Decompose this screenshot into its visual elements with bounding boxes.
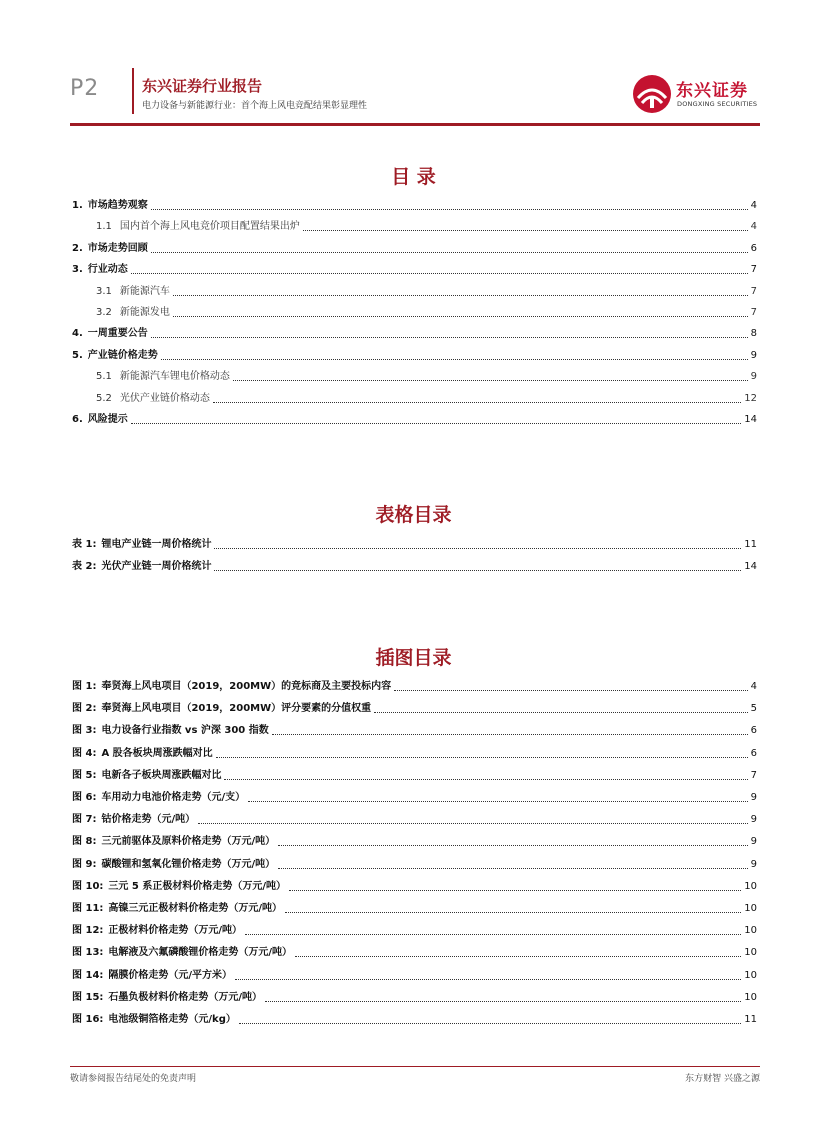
toc-entry[interactable] (96, 392, 757, 406)
toc-entry-page: 14 (744, 414, 757, 425)
toc-entry-text: 三元前驱体及原料价格走势（万元/吨） (101, 836, 276, 848)
dot-leader (173, 294, 748, 296)
header-divider (132, 68, 134, 114)
toc-entry-page: 4 (750, 681, 757, 692)
toc-entry-page: 6 (750, 747, 757, 759)
toc-entry-text: 产业链价格走势 (87, 349, 158, 361)
toc-entry-page: 8 (750, 328, 757, 340)
logo-text-cn: 东兴证券 (676, 81, 748, 101)
toc-entry-text: A 股各板块周涨跌幅对比 (101, 747, 213, 759)
toc-entry[interactable] (72, 242, 757, 256)
toc-entry-page: 12 (744, 392, 757, 404)
toc-entry[interactable] (96, 285, 757, 299)
toc-entry-number: 图 5: (72, 769, 97, 781)
toc-entry[interactable] (72, 680, 757, 694)
toc-entry-text: 三元 5 系正极材料价格走势（万元/吨） (108, 880, 286, 892)
toc-entry-number: 表 1: (72, 539, 97, 550)
toc-entry[interactable] (96, 306, 757, 320)
dot-leader (289, 889, 741, 891)
dot-leader (239, 1022, 741, 1024)
toc-entry-page: 10 (744, 969, 757, 981)
dot-leader (272, 733, 748, 735)
toc-entry-text: 行业动态 (87, 264, 128, 276)
toc-entry[interactable] (72, 724, 757, 738)
toc-entry-number: 表 2: (72, 560, 97, 572)
toc-entry[interactable] (72, 924, 757, 938)
toc-entry-number: 图 3: (72, 725, 97, 737)
toc-entry-text: 电解液及六氟磷酸锂价格走势（万元/吨） (108, 947, 293, 959)
toc-entry-text: 钴价格走势（元/吨） (101, 814, 196, 826)
toc-entry[interactable] (96, 370, 757, 384)
footer-slogan: 东方财智 兴盛之源 (685, 1074, 760, 1084)
toc-entry-number: 图 10: (72, 880, 104, 892)
toc-entry[interactable] (72, 813, 757, 827)
toc-entry-number: 图 16: (72, 1014, 104, 1025)
toc-entry[interactable] (96, 220, 757, 234)
toc-entry-page: 10 (744, 947, 757, 959)
toc-entry-text: 市场趋势观察 (87, 200, 148, 211)
dot-leader (213, 401, 741, 403)
toc-entry-text: 石墨负极材料价格走势（万元/吨） (108, 991, 263, 1003)
toc-entry-page: 9 (750, 792, 757, 803)
dot-leader (303, 229, 748, 231)
footer-rule (70, 1066, 760, 1067)
toc-entry-page: 10 (744, 925, 757, 937)
toc-entry-text: 国内首个海上风电竞价项目配置结果出炉 (119, 221, 300, 233)
toc-entry-text: 新能源发电 (119, 307, 170, 318)
toc-entry-page: 7 (750, 769, 757, 781)
toc-entry-number: 图 6: (72, 792, 97, 803)
toc-entry[interactable] (72, 263, 757, 277)
toc-entry-text: 风险提示 (87, 414, 128, 425)
toc-entry-number: 3.2 (96, 307, 112, 318)
toc-entry-page: 6 (750, 242, 757, 254)
toc-entry-text: 光伏产业链价格动态 (119, 392, 210, 404)
toc-entry-page: 10 (744, 991, 757, 1003)
toc-entry[interactable] (72, 199, 757, 213)
toc-entry-page: 9 (750, 814, 757, 826)
dot-leader (278, 844, 748, 846)
figures-toc-title: 插图目录 (375, 647, 452, 669)
toc-entry-page: 4 (750, 200, 757, 211)
dot-leader (214, 569, 741, 571)
tables-toc-title: 表格目录 (375, 504, 452, 526)
toc-entry[interactable] (72, 835, 757, 849)
toc-entry-text: 隔膜价格走势（元/平方米） (108, 969, 233, 981)
dot-leader (235, 978, 741, 980)
toc-entry[interactable] (72, 769, 757, 783)
toc-entry-page: 6 (750, 725, 757, 737)
toc-title: 目 录 (391, 166, 436, 188)
toc-entry-number: 图 13: (72, 947, 104, 959)
report-title: 东兴证券行业报告 (142, 77, 263, 95)
toc-entry[interactable] (72, 902, 757, 916)
dot-leader (216, 756, 748, 758)
toc-entry-number: 2. (72, 242, 83, 254)
dot-leader (248, 800, 748, 802)
logo-text-en: DONGXING SECURITIES (677, 100, 758, 108)
dot-leader (265, 1000, 741, 1002)
toc-entry-page: 10 (744, 903, 757, 914)
toc-entry-page: 9 (750, 349, 757, 361)
dot-leader (151, 336, 748, 338)
toc-entry-text: 正极材料价格走势（万元/吨） (108, 925, 243, 937)
dot-leader (198, 822, 748, 824)
toc-entry-number: 1. (72, 200, 83, 211)
toc-entry-text: 碳酸锂和氢氧化锂价格走势（万元/吨） (101, 858, 276, 870)
dot-leader (131, 272, 748, 274)
toc-entry-text: 一周重要公告 (87, 328, 148, 340)
dot-leader (245, 933, 741, 935)
toc-entry-text: 新能源汽车锂电价格动态 (119, 371, 230, 383)
dot-leader (394, 689, 747, 691)
toc-entry-number: 5.1 (96, 371, 112, 383)
toc-entry-number: 图 4: (72, 747, 97, 759)
dot-leader (214, 547, 741, 549)
report-subtitle: 电力设备与新能源行业：首个海上风电竞配结果彰显理性 (142, 101, 368, 111)
toc-entry-page: 14 (744, 560, 757, 572)
toc-entry-page: 11 (744, 1014, 757, 1025)
toc-entry-text: 电池级铜箔格走势（元/kg） (108, 1014, 236, 1025)
header-rule (70, 123, 760, 126)
toc-entry-number: 6. (72, 414, 83, 425)
toc-entry-page: 11 (744, 539, 757, 550)
toc-entry-number: 5.2 (96, 392, 112, 404)
toc-entry[interactable] (72, 560, 757, 574)
toc-entry[interactable] (72, 538, 757, 552)
toc-entry[interactable] (72, 1013, 757, 1027)
toc-entry-text: 光伏产业链一周价格统计 (101, 560, 212, 572)
toc-entry-number: 图 9: (72, 858, 97, 870)
dot-leader (151, 251, 748, 253)
toc-entry-page: 10 (744, 880, 757, 892)
dot-leader (161, 358, 748, 360)
toc-entry-text: 奉贤海上风电项目（2019，200MW）的竞标商及主要投标内容 (101, 681, 392, 692)
toc-entry-number: 图 7: (72, 814, 97, 826)
toc-entry-text: 新能源汽车 (119, 285, 170, 297)
toc-entry[interactable] (72, 349, 757, 363)
toc-entry-page: 9 (750, 858, 757, 870)
toc-entry[interactable] (72, 413, 757, 427)
toc-entry[interactable] (72, 791, 757, 805)
toc-entry-text: 高镍三元正极材料价格走势（万元/吨） (108, 903, 283, 914)
toc-entry-number: 4. (72, 328, 83, 340)
toc-entry-text: 奉贤海上风电项目（2019，200MW）评分要素的分值权重 (101, 703, 372, 715)
page-number: P2 (70, 76, 100, 101)
toc-entry-page: 7 (750, 307, 757, 318)
toc-entry[interactable] (72, 702, 757, 716)
toc-entry-page: 5 (750, 703, 757, 715)
toc-entry[interactable] (72, 991, 757, 1005)
toc-entry-number: 图 1: (72, 681, 97, 692)
toc-entry-page: 9 (750, 836, 757, 848)
toc-entry[interactable] (72, 969, 757, 983)
toc-entry-number: 1.1 (96, 221, 112, 233)
toc-entry-text: 电新各子板块周涨跌幅对比 (101, 769, 222, 781)
toc-entry[interactable] (72, 858, 757, 872)
dot-leader (131, 422, 742, 424)
dot-leader (151, 208, 748, 210)
toc-entry-text: 车用动力电池价格走势（元/支） (101, 792, 246, 803)
dot-leader (278, 867, 748, 869)
toc-entry-page: 7 (750, 285, 757, 297)
toc-entry-page: 7 (750, 264, 757, 276)
toc-entry-number: 图 14: (72, 969, 104, 981)
toc-entry-number: 图 8: (72, 836, 97, 848)
dongxing-logo-icon (632, 74, 672, 114)
dot-leader (173, 315, 748, 317)
dot-leader (374, 711, 747, 713)
toc-entry-number: 图 2: (72, 703, 97, 715)
toc-entry-text: 电力设备行业指数 vs 沪深 300 指数 (101, 725, 269, 737)
toc-entry[interactable] (72, 946, 757, 960)
dot-leader (295, 955, 741, 957)
dot-leader (224, 778, 747, 780)
toc-entry-text: 市场走势回顾 (87, 242, 148, 254)
toc-entry-number: 5. (72, 349, 83, 361)
toc-entry-number: 图 11: (72, 903, 104, 914)
toc-entry[interactable] (72, 327, 757, 341)
dot-leader (233, 379, 748, 381)
page-header (70, 68, 760, 128)
footer-disclaimer: 敬请参阅报告结尾处的免责声明 (70, 1074, 197, 1084)
toc-entry-number: 3.1 (96, 285, 112, 297)
dot-leader (285, 911, 741, 913)
toc-entry[interactable] (72, 747, 757, 761)
company-logo (632, 74, 760, 114)
toc-entry-number: 图 15: (72, 991, 104, 1003)
toc-entry-page: 9 (750, 371, 757, 383)
toc-entry-page: 4 (750, 221, 757, 233)
toc-entry-number: 3. (72, 264, 83, 276)
toc-entry-number: 图 12: (72, 925, 104, 937)
toc-entry[interactable] (72, 880, 757, 894)
toc-entry-text: 锂电产业链一周价格统计 (101, 539, 212, 550)
